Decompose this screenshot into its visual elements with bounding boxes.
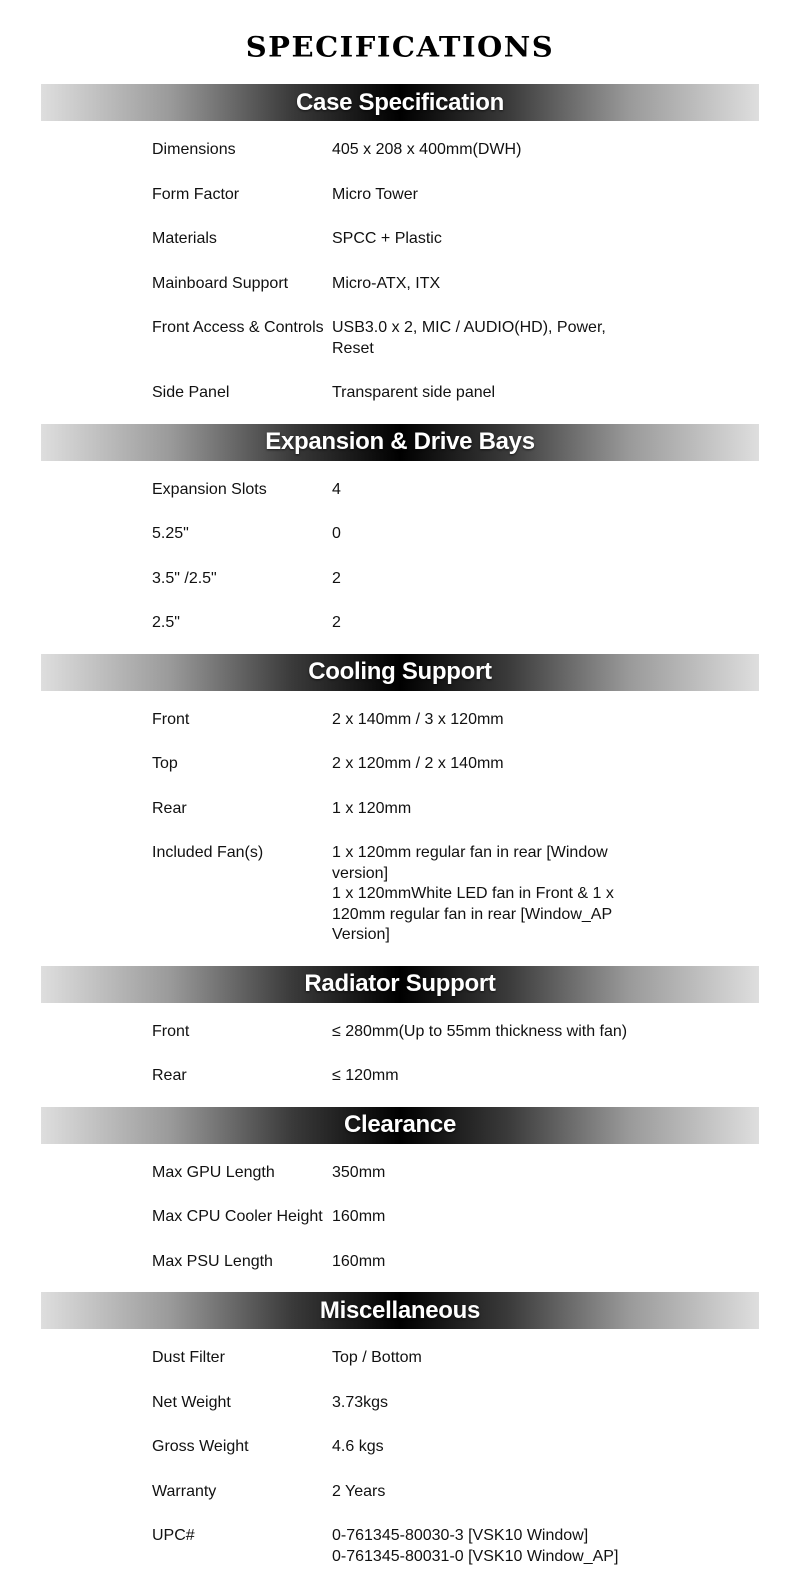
spec-label: Rear — [152, 1067, 187, 1084]
section-header: Radiator Support — [41, 966, 759, 1003]
spec-value: 1 x 120mm — [332, 799, 412, 817]
spec-table — [0, 1003, 800, 1107]
spec-table — [0, 461, 800, 654]
spec-value: 160mm — [332, 1252, 386, 1270]
section-header: Miscellaneous — [41, 1292, 759, 1329]
spec-value: 405 x 208 x 400mm(DWH) — [332, 141, 522, 158]
spec-label: Expansion Slots — [152, 480, 267, 498]
spec-label: Front — [152, 1022, 190, 1040]
spec-row — [0, 306, 800, 371]
spec-row — [0, 787, 800, 832]
spec-row — [0, 371, 800, 416]
spec-value: 0-761345-80030-3 [VSK10 Window] 0-761345-80031-0 [VSK10 Window_AP] — [332, 1527, 619, 1565]
spec-value: Micro-ATX, ITX — [332, 274, 441, 292]
spec-row — [0, 698, 800, 743]
spec-row — [0, 1336, 800, 1381]
spec-value: 0 — [332, 525, 341, 542]
spec-label: Mainboard Support — [152, 274, 289, 292]
spec-value: 160mm — [332, 1208, 386, 1225]
spec-label: Max PSU Length — [152, 1252, 273, 1270]
spec-row — [0, 217, 800, 262]
spec-label: Form Factor — [152, 185, 240, 203]
spec-label: Side Panel — [152, 384, 230, 401]
spec-row — [0, 512, 800, 557]
spec-value: 3.73kgs — [332, 1393, 389, 1411]
spec-row — [0, 1470, 800, 1515]
spec-row — [0, 1195, 800, 1240]
spec-label: Dimensions — [152, 141, 236, 158]
spec-label: Top — [152, 755, 178, 772]
spec-label: Rear — [152, 799, 187, 817]
section-header: Expansion & Drive Bays — [41, 424, 759, 461]
spec-value: 4 — [332, 480, 341, 498]
spec-value: Micro Tower — [332, 185, 418, 203]
spec-value: Top / Bottom — [332, 1349, 422, 1366]
spec-label: Max GPU Length — [152, 1163, 275, 1181]
section-header: Clearance — [41, 1107, 759, 1144]
spec-row — [0, 557, 800, 602]
spec-row — [0, 173, 800, 218]
spec-table — [0, 121, 800, 424]
spec-label: Materials — [152, 230, 217, 247]
spec-row — [0, 1151, 800, 1196]
page-title: SPECIFICATIONS — [245, 30, 555, 63]
spec-table — [0, 1144, 800, 1293]
spec-value: 2 x 120mm / 2 x 140mm — [332, 755, 504, 772]
spec-row — [0, 601, 800, 646]
spec-value: USB3.0 x 2, MIC / AUDIO(HD), Power, Reset — [332, 319, 606, 357]
spec-value: ≤ 120mm — [332, 1067, 399, 1084]
spec-row — [0, 1514, 800, 1579]
spec-label: UPC# — [152, 1527, 195, 1544]
spec-row — [0, 1381, 800, 1426]
spec-row — [0, 262, 800, 307]
spec-table — [0, 1329, 800, 1587]
spec-label: 3.5" /2.5" — [152, 569, 217, 587]
spec-label: Gross Weight — [152, 1438, 249, 1455]
spec-value: SPCC + Plastic — [332, 230, 442, 247]
spec-label: Warranty — [152, 1482, 217, 1500]
section-header: Cooling Support — [41, 654, 759, 691]
spec-value: 4.6 kgs — [332, 1438, 384, 1455]
spec-table — [0, 691, 800, 966]
spec-row — [0, 742, 800, 787]
spec-container — [0, 84, 800, 1587]
spec-row — [0, 831, 800, 958]
spec-row — [0, 1425, 800, 1470]
spec-label: Front Access & Controls — [152, 319, 324, 336]
spec-label: 5.25" — [152, 525, 189, 542]
spec-label: Dust Filter — [152, 1349, 225, 1366]
spec-value: 350mm — [332, 1163, 386, 1181]
spec-value: 2 x 140mm / 3 x 120mm — [332, 710, 504, 728]
spec-row — [0, 468, 800, 513]
spec-value: ≤ 280mm(Up to 55mm thickness with fan) — [332, 1022, 628, 1040]
spec-row — [0, 1054, 800, 1099]
section-header: Case Specification — [41, 84, 759, 121]
spec-label: Net Weight — [152, 1393, 231, 1411]
spec-label: Max CPU Cooler Height — [152, 1208, 323, 1225]
spec-label: Front — [152, 710, 190, 728]
spec-label: 2.5" — [152, 614, 180, 631]
spec-row — [0, 1010, 800, 1055]
spec-row — [0, 1240, 800, 1285]
spec-row — [0, 128, 800, 173]
spec-value: 2 Years — [332, 1482, 386, 1500]
spec-label: Included Fan(s) — [152, 844, 264, 861]
spec-value: 2 — [332, 569, 341, 587]
spec-value: Transparent side panel — [332, 384, 496, 401]
spec-value: 2 — [332, 614, 341, 631]
spec-value: 1 x 120mm regular fan in rear [Window version] 1 x 120mmWhite LED fan in Front & 1 x 120mm regular fan in rear [Window_AP Version] — [332, 844, 614, 943]
